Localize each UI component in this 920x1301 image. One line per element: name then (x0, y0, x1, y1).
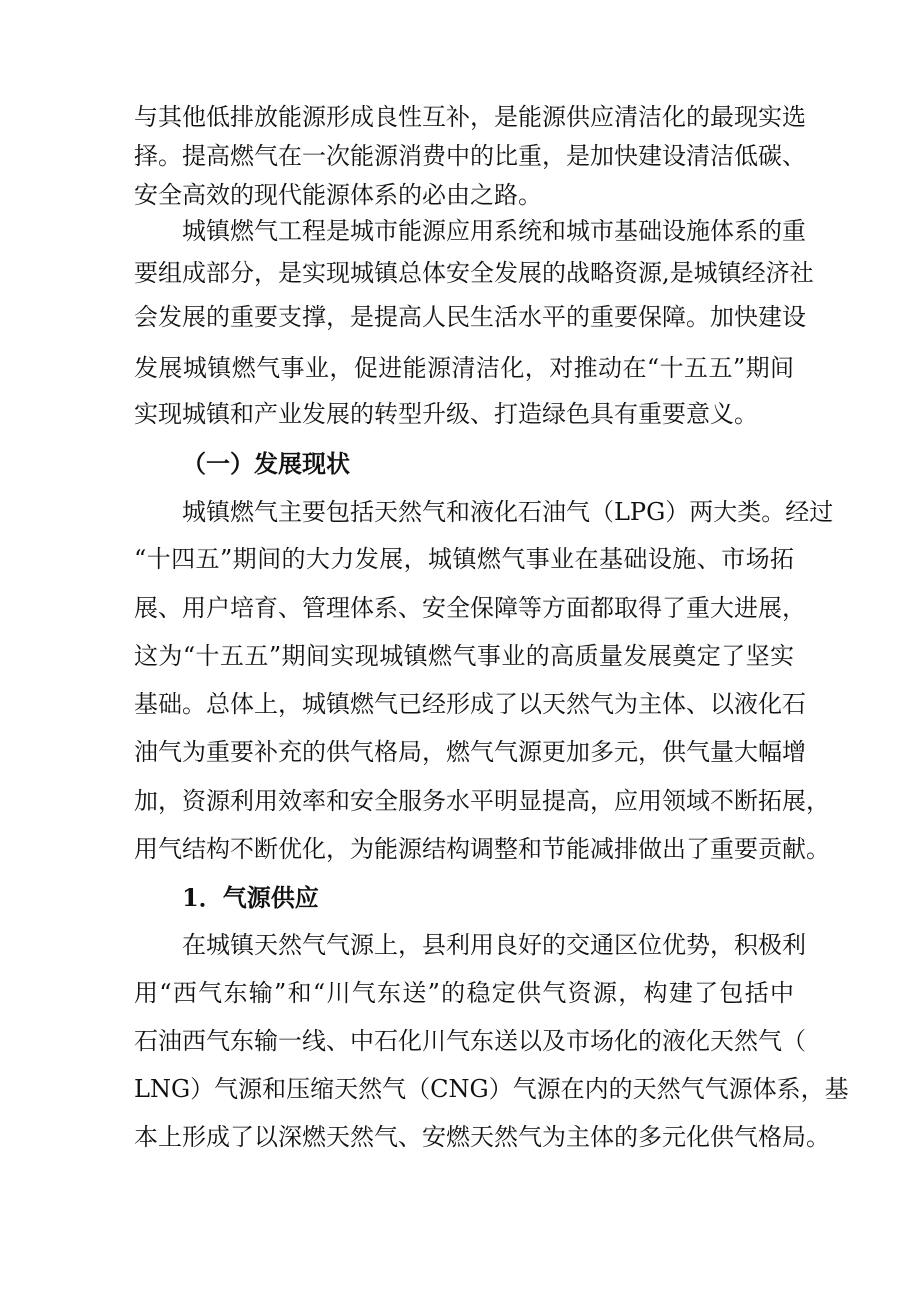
text-line: 会发展的重要支撑，是提高人民生活水平的重要保障。加快建设 (134, 303, 806, 331)
text-line: 加，资源利用效率和安全服务水平明显提高，应用领域不断拓展， (134, 787, 830, 815)
text-line: 展、用户培育、管理体系、安全保障等方面都取得了重大进展， (134, 594, 806, 622)
subsection-heading: 1．气源供应 (182, 883, 319, 912)
text-line: 城镇燃气主要包括天然气和液化石油气（LPG）两大类。经过 (182, 498, 834, 526)
text-line: 用气结构不断优化，为能源结构调整和节能减排做出了重要贡献。 (134, 835, 830, 863)
section-heading: （一）发展现状 (182, 449, 350, 478)
text-line: 安全高效的现代能源体系的必由之路。 (134, 181, 542, 209)
text-line: 实现城镇和产业发展的转型升级、打造绿色具有重要意义。 (134, 400, 758, 428)
text-line: 这为“十五五”期间实现城镇燃气事业的高质量发展奠定了坚实 (134, 642, 794, 670)
text-line: 本上形成了以深燃天然气、安燃天然气为主体的多元化供气格局。 (134, 1123, 830, 1151)
text-line: 发展城镇燃气事业，促进能源清洁化，对推动在“十五五”期间 (134, 354, 794, 382)
text-line: LNG）气源和压缩天然气（CNG）气源在内的天然气气源体系，基 (134, 1075, 849, 1103)
text-line: 与其他低排放能源形成良性互补，是能源供应清洁化的最现实选 (134, 103, 806, 131)
text-line: 用“西气东输”和“川气东送”的稳定供气资源，构建了包括中 (134, 979, 794, 1007)
text-line: 基础。总体上，城镇燃气已经形成了以天然气为主体、以液化石 (134, 690, 806, 718)
text-line: 要组成部分，是实现城镇总体安全发展的战略资源,是城镇经济社 (134, 259, 814, 287)
text-line: 城镇燃气工程是城市能源应用系统和城市基础设施体系的重 (182, 217, 806, 245)
text-line: “十四五”期间的大力发展，城镇燃气事业在基础设施、市场拓 (134, 545, 794, 573)
text-line: 石油西气东输一线、中石化川气东送以及市场化的液化天然气（ (134, 1027, 806, 1055)
text-line: 油气为重要补充的供气格局，燃气气源更加多元，供气量大幅增 (134, 738, 806, 766)
text-line: 在城镇天然气气源上，县利用良好的交通区位优势，积极利 (182, 931, 806, 959)
text-line: 择。提高燃气在一次能源消费中的比重，是加快建设清洁低碳、 (134, 142, 806, 170)
